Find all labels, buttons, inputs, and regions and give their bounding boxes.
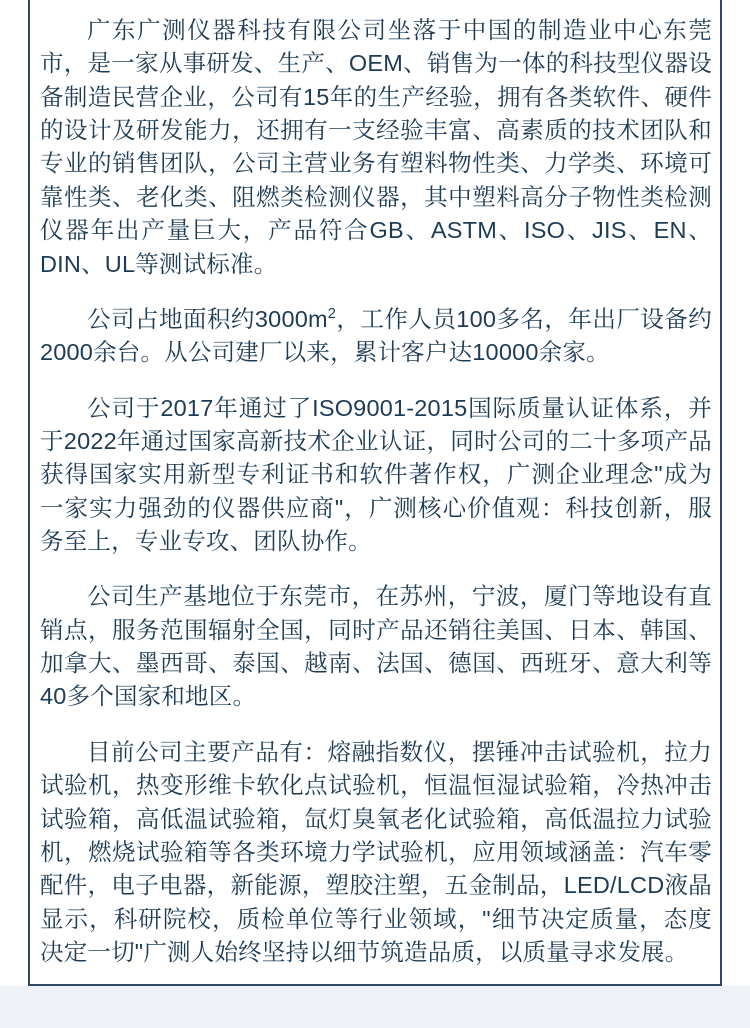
- paragraph-products: 目前公司主要产品有：熔融指数仪，摆锤冲击试验机，拉力试验机，热变形维卡软化点试验机，恒温恒湿试验箱，冷热冲击试验箱，高低温试验箱，氙灯臭氧老化试验箱，高低温拉力试验机，燃烧试验箱等各类环境力学试验机，应用领域涵盖：汽车零配件，电子电器，新能源，塑胶注塑，五金制品，LED/LCD液晶显示，科研院校，质检单位等行业领域，"细节决定质量，态度决定一切"广测人始终坚持以细节筑造品质，以质量寻求发展。: [40, 738, 712, 965]
- area-text-before: 公司占地面积约3000m: [87, 305, 328, 332]
- page-bottom-band: [0, 986, 750, 1028]
- left-border-rule: [28, 0, 30, 986]
- square-meter-superscript: 2: [327, 306, 337, 323]
- paragraph-company-intro: 广东广测仪器科技有限公司坐落于中国的制造业中心东莞市，是一家从事研发、生产、OEM、销售为一体的科技型仪器设备制造民营企业，公司有15年的生产经验，拥有各类软件、硬件的设计及研发能力，还拥有一支经验丰富、高素质的技术团队和专业的销售团队，公司主营业务有塑料物性类、力学类、环境可靠性类、老化类、阻燃类检测仪器，其中塑料高分子物性类检测仪器年出产量巨大，产品符合GB、ASTM、ISO、JIS、EN、DIN、UL等测试标准。: [40, 17, 713, 277]
- company-profile-text: [40, 14, 712, 969]
- paragraph-locations: 公司生产基地位于东莞市，在苏州，宁波，厦门等地设有直销点，服务范围辐射全国，同时产品还销往美国、日本、韩国、加拿大、墨西哥、泰国、越南、法国、德国、西班牙、意大利等40多个国家和地区。: [40, 583, 712, 710]
- paragraph-certifications: 公司于2017年通过了ISO9001-2015国际质量认证体系，并于2022年通过国家高新技术企业认证，同时公司的二十多项产品获得国家实用新型专利证书和软件著作权，广测企业理念"成为一家实力强劲的仪器供应商"，广测核心价值观：科技创新，服务至上，专业专攻、团队协作。: [40, 394, 712, 555]
- paragraph-company-scale: [40, 303, 712, 370]
- right-border-rule: [720, 0, 722, 986]
- area-text-after: ，工作人员100多名，年出厂设备约2000余台。从公司建厂以来，累计客户达10000余家。: [40, 305, 712, 366]
